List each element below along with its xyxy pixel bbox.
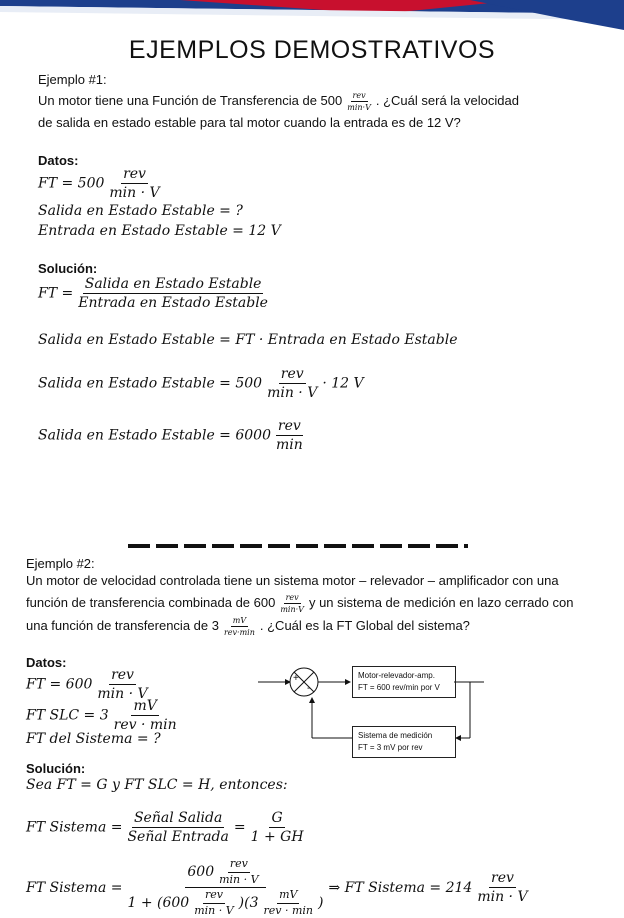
- example2-ft-sistema-result: FT Sistema = 600 $\frac{\text{rev}}{\min \cdot V}$ 1 + (600 $\frac{\text{rev}}{\min \cdot V}$ )(3 $\frac{mV}{\text{rev · min}}$ ) ⇒ FT Sistema = 214 $\frac{\text{rev}}{\min \cdot V}$: [26, 857, 528, 917]
- example1-datos-label: Datos:: [38, 153, 79, 168]
- example2-sea-statement: Sea FT = G y FT SLC = H, entonces:: [26, 777, 288, 793]
- cropped-title-band: [128, 544, 468, 548]
- example2-ftslc-value: FT SLC = 3 $\frac{mV}{\text{rev · min}}$: [26, 698, 177, 734]
- example1-salida-unknown: Salida en Estado Estable = ?: [38, 203, 243, 219]
- example1-statement-line2: de salida en estado estable para tal motor cuando la entrada es de 12 V?: [38, 115, 461, 130]
- example2-solucion-label: Solución:: [26, 761, 86, 776]
- block-motor-relevador: Motor-relevador-amp. FT = 600 rev/min por V: [352, 666, 456, 698]
- block-sistema-medicion: Sistema de medición FT = 3 mV por rev: [352, 726, 456, 758]
- example1-step3-result: Salida en Estado Estable = 6000 $\frac{\text{rev}}{\min}$: [38, 418, 303, 454]
- example1-entrada-value: Entrada en Estado Estable = 12 V: [38, 223, 281, 239]
- example2-heading: Ejemplo #2:: [26, 556, 95, 571]
- summing-plus-sign: +: [293, 673, 299, 684]
- example1-step2: Salida en Estado Estable = 500 $\frac{\text{rev}}{\min \cdot V}$ · 12 V: [38, 366, 364, 402]
- example1-step1: Salida en Estado Estable = FT · Entrada en Estado Estable: [38, 332, 458, 348]
- example1-ft-value: FT = 500 $\frac{\text{rev}}{\min \cdot V}$: [38, 166, 160, 202]
- example1-heading: Ejemplo #1:: [38, 72, 107, 87]
- example2-statement-line2: función de transferencia combinada de 600 $\frac{\text{rev}}{\min\cdot V}$ y un sistema de medición en lazo cerrado con: [26, 592, 574, 615]
- example2-statement-line1: Un motor de velocidad controlada tiene un sistema motor – relevador – amplificador con una: [26, 573, 559, 588]
- example2-ft-system-unknown: FT del Sistema = ?: [26, 731, 161, 747]
- example1-ft-definition: FT = $\frac{\text{Salida en Estado Estable}}{\text{Entrada en Estado Estable}}$: [38, 276, 268, 312]
- example2-datos-label: Datos:: [26, 655, 67, 670]
- page-title: EJEMPLOS DEMOSTRATIVOS: [128, 36, 496, 64]
- example1-solucion-label: Solución:: [38, 261, 98, 276]
- header-banner: [0, 0, 624, 32]
- example2-ft-sistema-formula: FT Sistema = $\frac{\text{Señal Salida}}{\text{Señal Entrada}}$ = $\frac{G}{1 + GH}$: [26, 810, 304, 846]
- summing-minus-sign: -: [307, 683, 311, 694]
- example2-statement-line3: una función de transferencia de 3 $\frac{mV}{\text{rev·min}}$ . ¿Cuál es la FT Global del sistema?: [26, 615, 470, 638]
- example2-ft-value: FT = 600 $\frac{\text{rev}}{\min \cdot V}$: [26, 667, 148, 703]
- example1-statement-line1: Un motor tiene una Función de Transferencia de 500 $\frac{\text{rev}}{\min\cdot V}$ . ¿Cuál será la velocidad: [38, 90, 519, 113]
